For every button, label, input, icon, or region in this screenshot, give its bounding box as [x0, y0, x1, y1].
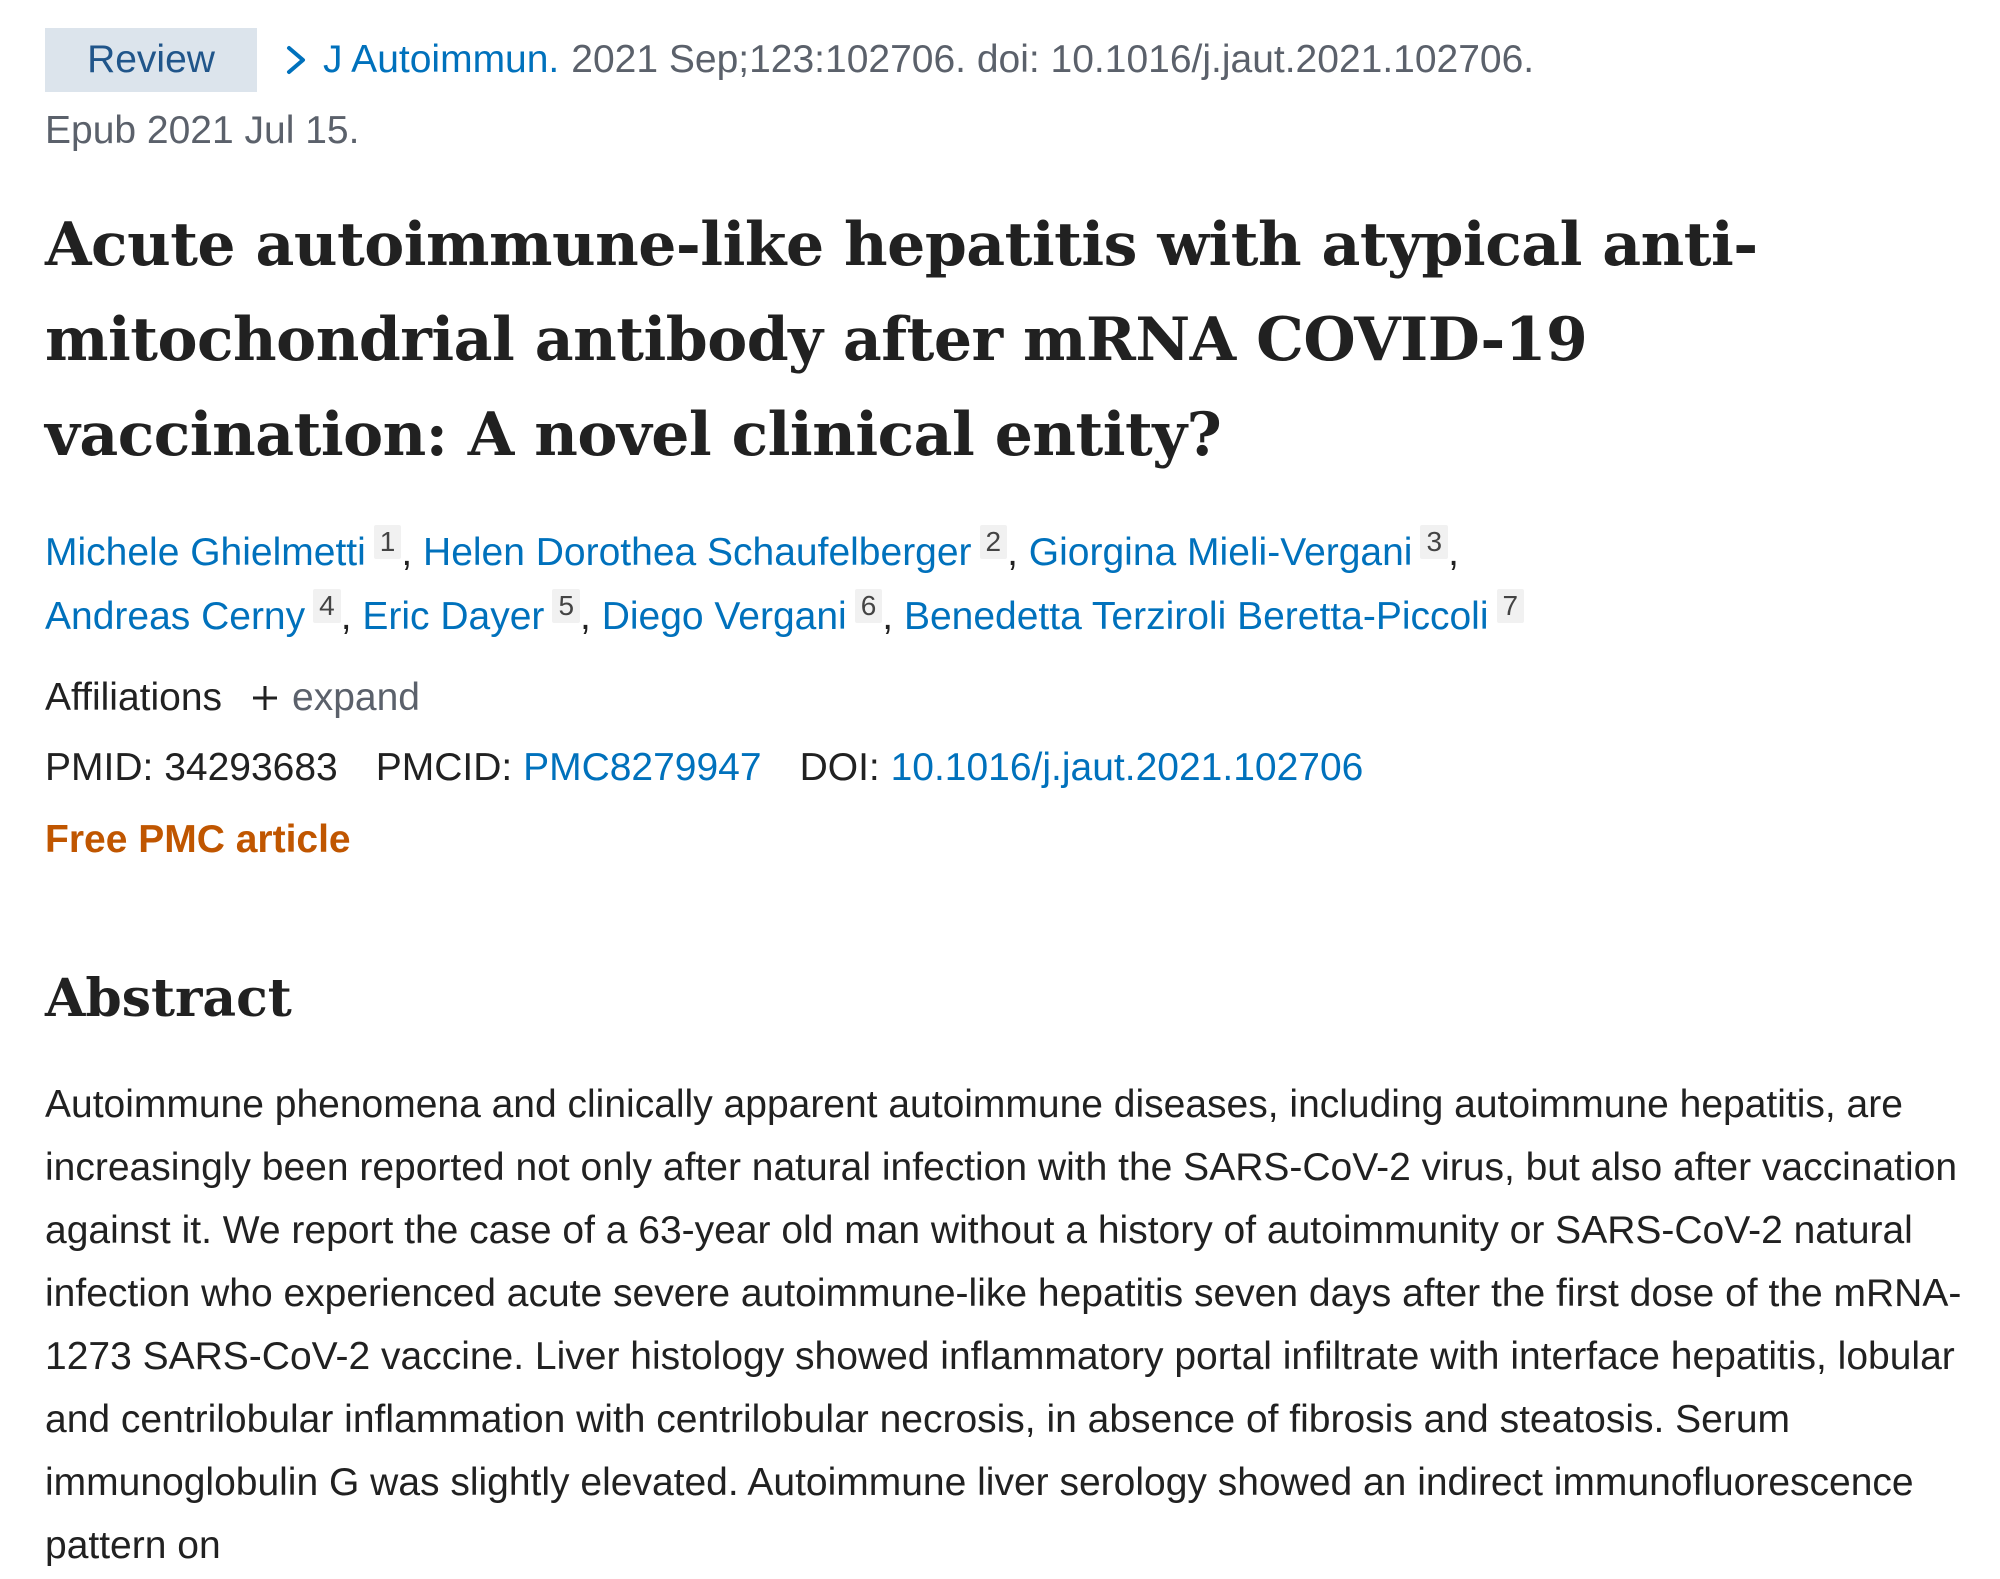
author-link[interactable]: Helen Dorothea Schaufelberger	[423, 531, 972, 574]
pmid-value: 34293683	[164, 746, 338, 789]
affiliation-ref[interactable]: 7	[1497, 589, 1525, 623]
citation-row	[45, 28, 1965, 92]
epub-date: Epub 2021 Jul 15.	[45, 109, 360, 152]
affiliations-row	[45, 673, 1965, 723]
free-pmc-article-badge: Free PMC article	[45, 818, 351, 861]
affiliation-ref[interactable]: 6	[855, 589, 883, 623]
author-link[interactable]: Benedetta Terziroli Beretta-Piccoli	[903, 595, 1489, 638]
pmcid-label: PMCID:	[375, 746, 513, 789]
abstract-text: Autoimmune phenomena and clinically apparent autoimmune diseases, including autoimmune hepatitis, are increasingly been reported not only after natural infection with the SARS-CoV-2 virus, but also after vaccination against it. We report the case of a 63-year old man without a history of autoimmunity or SARS-CoV-2 natural infection who experienced acute severe autoimmune-like hepatitis seven days after the first dose of the mRNA-1273 SARS-CoV-2 vaccine. Liver histology showed inflammatory portal infiltrate with interface hepatitis, lobular and centrilobular inflammation with centrilobular necrosis, in absence of fibrosis and steatosis. Serum immunoglobulin G was slightly elevated. Autoimmune liver serology showed an indirect immunofluorescence pattern on	[45, 1083, 1962, 1567]
affiliations-label: Affiliations	[45, 676, 223, 719]
expand-affiliations-button[interactable]	[250, 673, 420, 723]
article-title: Acute autoimmune-like hepatitis with atypical anti-mitochondrial antibody after mRNA COVID-19 vaccination: A novel clinical entity?	[45, 210, 1758, 470]
doi-link[interactable]: 10.1016/j.jaut.2021.102706	[890, 746, 1364, 789]
citation-details: 2021 Sep;123:102706. doi: 10.1016/j.jaut.2021.102706.	[571, 38, 1535, 81]
article-page	[45, 28, 1965, 1577]
doi-label: DOI:	[799, 746, 880, 789]
abstract-heading: Abstract	[45, 968, 292, 1029]
affiliation-ref[interactable]: 2	[980, 525, 1008, 559]
affiliation-ref[interactable]: 1	[374, 525, 402, 559]
affiliation-ref[interactable]: 5	[552, 589, 580, 623]
journal-link[interactable]: J Autoimmun.	[323, 38, 560, 81]
identifiers-row	[45, 743, 1965, 793]
affiliation-ref[interactable]: 4	[313, 589, 341, 623]
plus-icon	[250, 683, 280, 713]
expand-label: expand	[292, 676, 420, 719]
author-link[interactable]: Eric Dayer	[362, 595, 545, 638]
pmcid-link[interactable]: PMC8279947	[523, 746, 762, 789]
author-link[interactable]: Andreas Cerny	[45, 595, 306, 638]
affiliation-ref[interactable]: 3	[1420, 525, 1448, 559]
review-badge: Review	[45, 28, 257, 92]
author-link[interactable]: Diego Vergani	[601, 595, 847, 638]
author-list: Michele Ghielmetti 1 , Helen Dorothea Schaufelberger 2 , Giorgina Mieli-Vergani 3 , Andreas Cerny 4 , Eric Dayer 5 , Diego Vergani 6 , Benedetta Terziroli Beretta-Piccoli 7	[45, 521, 1945, 649]
author-link[interactable]: Michele Ghielmetti	[45, 531, 366, 574]
author-link[interactable]: Giorgina Mieli-Vergani	[1028, 531, 1413, 574]
chevron-right-icon	[283, 40, 311, 80]
pmid-label: PMID:	[45, 746, 154, 789]
